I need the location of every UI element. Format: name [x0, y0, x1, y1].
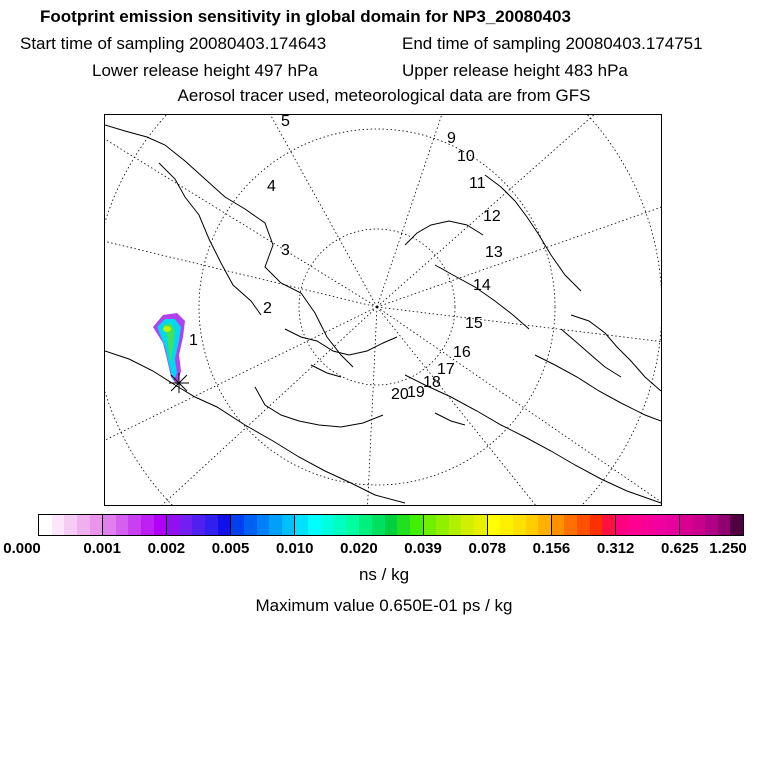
colorbar-swatch	[436, 515, 449, 535]
colorbar-swatch	[397, 515, 410, 535]
colorbar-tick-label: 0.078	[468, 540, 507, 557]
colorbar-swatch	[333, 515, 346, 535]
colorbar-unit: ns / kg	[358, 565, 410, 584]
colorbar-swatch	[231, 515, 244, 535]
release-point-marker	[169, 373, 189, 393]
track-label: 1	[189, 332, 198, 349]
colorbar-swatch	[90, 515, 103, 535]
track-label: 17	[437, 361, 455, 378]
colorbar-swatch	[461, 515, 474, 535]
track-label: 2	[263, 300, 272, 317]
meridians	[105, 115, 662, 506]
track-label: 20	[391, 386, 409, 403]
colorbar-segment	[231, 515, 295, 535]
tracer-label: Aerosol tracer used, meteorological data are from GFS	[177, 86, 591, 105]
colorbar-swatch	[180, 515, 193, 535]
colorbar-swatch	[39, 515, 52, 535]
colorbar-swatch	[564, 515, 577, 535]
track-label: 5	[281, 115, 290, 130]
colorbar-swatch	[577, 515, 590, 535]
colorbar-swatch	[103, 515, 116, 535]
polar-map	[104, 114, 662, 506]
colorbar-swatch	[538, 515, 551, 535]
colorbar-swatch	[218, 515, 231, 535]
colorbar-swatch	[705, 515, 718, 535]
colorbar-swatch	[410, 515, 423, 535]
colorbar-swatch	[77, 515, 90, 535]
colorbar-swatch	[269, 515, 282, 535]
maximum-value-label: Maximum value 0.650E-01 ps / kg	[255, 596, 513, 615]
track-label: 14	[473, 277, 491, 294]
colorbar-segment	[488, 515, 552, 535]
track-label: 13	[485, 244, 503, 261]
colorbar-swatch	[64, 515, 77, 535]
colorbar-swatch	[346, 515, 359, 535]
colorbar-segment	[295, 515, 359, 535]
colorbar-tick-label: 0.039	[404, 540, 442, 557]
colorbar-tick-label: 0.002	[147, 540, 186, 557]
colorbar-swatch	[641, 515, 654, 535]
colorbar-tick-label: 0.625	[661, 540, 699, 557]
upper-height-label: Upper release height 483 hPa	[402, 61, 628, 80]
colorbar-swatch	[385, 515, 398, 535]
colorbar-swatch	[602, 515, 615, 535]
colorbar-segment	[167, 515, 231, 535]
latitude-circle-outer	[105, 115, 662, 506]
colorbar-swatch	[616, 515, 629, 535]
colorbar-swatch	[192, 515, 205, 535]
colorbar-swatch	[52, 515, 65, 535]
track-label: 11	[469, 175, 486, 192]
colorbar-swatch	[718, 515, 731, 535]
colorbar-swatch	[359, 515, 372, 535]
colorbar-swatch	[244, 515, 257, 535]
plot-title: Footprint emission sensitivity in global domain for NP3_20080403	[40, 7, 571, 26]
colorbar-tick-label: 0.001	[83, 540, 121, 557]
colorbar-swatch	[666, 515, 679, 535]
track-label: 18	[423, 374, 441, 391]
colorbar-swatch	[321, 515, 334, 535]
colorbar-swatch	[128, 515, 141, 535]
colorbar-swatch	[590, 515, 603, 535]
start-time-label: Start time of sampling 20080403.174643	[20, 34, 327, 53]
colorbar-segment	[359, 515, 423, 535]
colorbar	[38, 514, 744, 536]
colorbar-swatch	[167, 515, 180, 535]
colorbar-swatch	[474, 515, 487, 535]
end-time-label: End time of sampling 20080403.174751	[402, 34, 703, 53]
colorbar-swatch	[654, 515, 667, 535]
lower-height-label: Lower release height 497 hPa	[92, 61, 318, 80]
colorbar-tick-label: 0.020	[340, 540, 378, 557]
colorbar-swatch	[488, 515, 501, 535]
colorbar-segment	[552, 515, 616, 535]
track-label: 9	[447, 130, 456, 147]
track-label: 16	[453, 344, 471, 361]
track-label: 4	[267, 178, 276, 195]
colorbar-swatch	[513, 515, 526, 535]
colorbar-swatch	[552, 515, 565, 535]
colorbar-ticks	[0, 540, 768, 560]
colorbar-segment	[39, 515, 103, 535]
track-label: 19	[407, 384, 425, 401]
map-svg	[105, 115, 662, 506]
colorbar-swatch	[154, 515, 167, 535]
colorbar-swatch	[526, 515, 539, 535]
track-label: 12	[483, 208, 501, 225]
colorbar-swatch	[628, 515, 641, 535]
colorbar-segment	[103, 515, 167, 535]
colorbar-tick-label: 0.312	[596, 540, 635, 557]
colorbar-swatch	[372, 515, 385, 535]
colorbar-segment	[680, 515, 743, 535]
colorbar-swatch	[500, 515, 513, 535]
colorbar-swatch	[282, 515, 295, 535]
colorbar-segment	[424, 515, 488, 535]
colorbar-tick-label: 0.010	[275, 540, 314, 557]
track-label: 3	[281, 242, 290, 259]
latitude-circles	[105, 115, 662, 506]
colorbar-swatch	[449, 515, 462, 535]
colorbar-swatch	[730, 515, 743, 535]
colorbar-swatch	[257, 515, 270, 535]
colorbar-swatch	[308, 515, 321, 535]
colorbar-swatch	[295, 515, 308, 535]
track-label: 10	[457, 148, 475, 165]
colorbar-swatch	[141, 515, 154, 535]
colorbar-swatch	[693, 515, 706, 535]
colorbar-swatch	[205, 515, 218, 535]
colorbar-segment	[616, 515, 680, 535]
colorbar-tick-label: 0.005	[211, 540, 250, 557]
colorbar-swatch	[424, 515, 437, 535]
colorbar-tick-label: 1.250	[709, 540, 747, 557]
colorbar-tick-label: 0.156	[532, 540, 571, 557]
colorbar-swatch	[680, 515, 693, 535]
colorbar-swatch	[116, 515, 129, 535]
track-label: 15	[465, 315, 483, 332]
colorbar-tick-label: 0.000	[3, 540, 41, 557]
